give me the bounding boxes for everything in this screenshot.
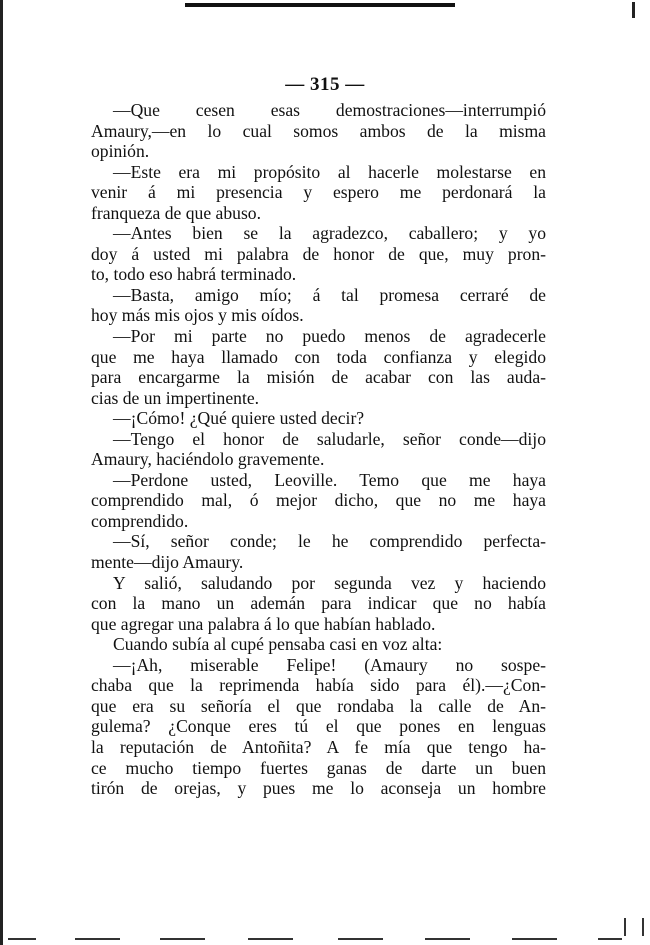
body-text (91, 100, 546, 799)
text-line: hoy más mis ojos y mis oídos. (91, 305, 304, 326)
text-line: —Sí, señor conde; le he comprendido perfecta- (113, 531, 546, 552)
text-line: mente—dijo Amaury. (91, 552, 244, 573)
text-line: Y salió, saludando por segunda vez y haciendo (113, 572, 546, 593)
text-line: —¡Ah, miserable Felipe! (Amaury no sospe- (113, 654, 546, 675)
text-line: la reputación de Antoñita? A fe mía que tengo ha- (91, 736, 546, 757)
text-line: que era su señoría el que rondaba la calle de An- (91, 695, 546, 716)
page-left-edge (0, 0, 3, 945)
text-line: doy á usted mi palabra de honor de que, muy pron- (91, 243, 546, 264)
text-line: opinión. (91, 141, 150, 162)
text-line: con la mano un ademán para indicar que no había (91, 593, 546, 614)
text-line: tirón de orejas, y pues me lo aconseja un hombre (91, 778, 546, 799)
text-line: comprendido. (91, 510, 189, 531)
text-line: Amaury,—en lo cual somos ambos de la misma (91, 120, 546, 141)
bottom-marks (0, 938, 650, 942)
text-line: to, todo eso habrá terminado. (91, 264, 297, 285)
text-line: Cuando subía al cupé pensaba casi en voz alta: (113, 634, 443, 655)
corner-mark (632, 2, 635, 18)
text-line: para encargarme la misión de acabar con las auda- (91, 367, 546, 388)
text-line: que me haya llamado con toda confianza y elegido (91, 346, 546, 367)
text-line: franqueza de que abuso. (91, 202, 261, 223)
text-line: Amaury, haciéndolo gravemente. (91, 449, 325, 470)
page-number: — 315 — (285, 74, 365, 95)
text-line: gulema? ¿Conque eres tú el que pones en lenguas (91, 716, 546, 737)
text-line: —Basta, amigo mío; á tal promesa cerraré de (113, 284, 546, 305)
top-rule (185, 3, 455, 7)
text-line: ce mucho tiempo fuertes ganas de darte un buen (91, 757, 546, 778)
text-line: —Por mi parte no puedo menos de agradecerle (113, 326, 546, 347)
text-line: —Antes bien se la agradezco, caballero; y yo (113, 223, 546, 244)
text-line: —¡Cómo! ¿Qué quiere usted decir? (113, 408, 365, 429)
bottom-corner-mark (624, 918, 644, 936)
text-line: que agregar una palabra á lo que habían hablado. (91, 613, 436, 634)
text-line: —Este era mi propósito al hacerle molestarse en (113, 161, 546, 182)
text-line: cias de un impertinente. (91, 387, 260, 408)
text-line: comprendido mal, ó mejor dicho, que no me haya (91, 490, 546, 511)
text-line: —Perdone usted, Leoville. Temo que me haya (113, 469, 546, 490)
text-line: —Que cesen esas demostraciones—interrumpió (113, 100, 546, 120)
text-line: —Tengo el honor de saludarle, señor conde—dijo (113, 428, 546, 449)
text-line: venir á mi presencia y espero me perdonará la (91, 182, 546, 203)
text-line: chaba que la reprimenda había sido para él).—¿Con- (91, 675, 546, 696)
